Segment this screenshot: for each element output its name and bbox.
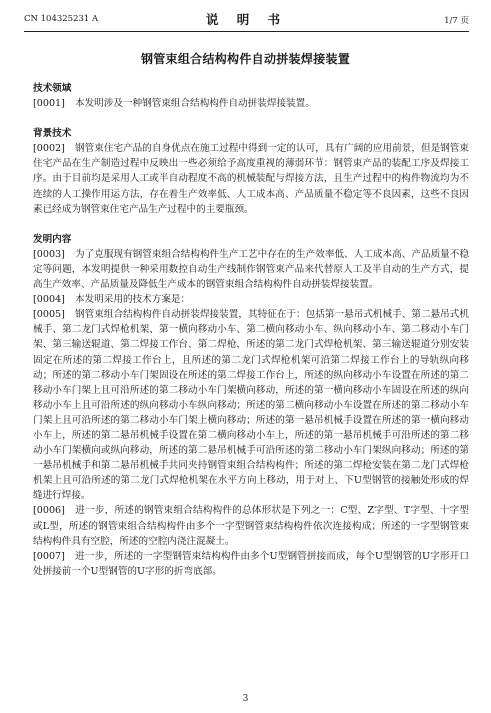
section-heading-summary: 发明内容 xyxy=(33,233,72,245)
publication-number: CN 104325231 A xyxy=(24,14,99,24)
paragraph-0006 xyxy=(33,503,469,548)
section-heading-background: 背景技术 xyxy=(33,128,72,140)
document-type: 说 明 书 xyxy=(205,12,288,27)
paragraph-text: 本发明涉及一种钢管束组合结构构件自动拼装焊接装置。 xyxy=(75,98,315,110)
paragraph-number: [0005] xyxy=(33,309,65,321)
page-header xyxy=(24,6,469,30)
paragraph-text: 为了克服现有钢管束组合结构构件生产工艺中存在的生产效率低、人工成本高、产品质量不稳定等问题，本发明提供一种采用数控自动生产线制作钢管束产品来代替原人工及半自动的生产方式，提高生产效率、产品质量及降低生产成本的钢管束组合结构构件自动拼装焊接装置。 xyxy=(33,248,469,291)
paragraph-text: 进一步，所述的一字型钢管束结构构件由多个U型钢管拼接而成，每个U型钢管的U字形开口处拼接前一个U型钢管的U字形的折弯底部。 xyxy=(33,550,469,577)
paragraph-text: 钢管束住宅产品的自身优点在施工过程中得到一定的认可，具有广阔的应用前景，但是钢管束住宅产品在生产制造过程中反映出一些必须给予高度重视的薄弱环节：钢管束产品的装配工序及焊接工序。由于目前均是采用人工或半自动程度不高的机械装配与焊接方法，且生产过程中的构件物流均为不连续的人工操作用运方法，存在着生产效率低、人工成本高、产品质量不稳定等不良因素，这些不良因素已经成为钢管束住宅产品生产过程中的主要瓶颈。 xyxy=(33,143,469,215)
paragraph-number: [0006] xyxy=(33,505,65,517)
document-body xyxy=(33,81,469,579)
paragraph-number: [0003] xyxy=(33,248,65,260)
paragraph-0002 xyxy=(33,141,469,216)
paragraph-number: [0007] xyxy=(33,550,65,562)
paragraph-text: 钢管束组合结构构件自动拼装焊接装置，其特征在于：包括第一悬吊式机械手、第二悬吊式机械手、第二龙门式焊枪机架、第一横向移动小车、第二横向移动小车、纵向移动小车、第二移动小车门架、第三输送辊道、第二焊接工作台、第二焊枪，所述的第二龙门式焊枪机架、第三输送辊道分别安装固定在所述的第二焊接工作台上，且所述的第二龙门式焊枪机架可沿第二焊接工作台上的导轨纵向移动；所述的第二移动小车门架固设在所述的第二焊接工作台上，所述的纵向移动小车设置在所述的第二移动小车门架上且可沿所述的第二移动小车门架横向移动，所述的第一横向移动小车固设在所述的纵向移动小车上且可沿所述的纵向移动小车纵向移动；所述的第二横向移动小车设置在所述的第二移动小车门架上且可沿所述的第二移动小车门架上横向移动；所述的第一悬吊机械手设置在所述的第一横向移动小车上，所述的第二悬吊机械手设置在第二横向移动小车上，所述的第一悬吊机械手可沿所述的第二移动小车门架横向或纵向移动，所述的第二悬吊机械手可沿所述的第二移动小车门架纵向移动；所述的第一悬吊机械手和第二悬吊机械手共同夹持钢管束组合结构构件；所述的第二焊枪安装在第二龙门式焊枪机架上且可沿所述的第二龙门式焊枪机架在水平方向上移动，用于对上、下U型钢管的接触处形成的焊缝进行焊接。 xyxy=(33,309,469,502)
section-heading-tech-field: 技术领域 xyxy=(33,83,72,94)
document-title: 钢管束组合结构构件自动拼装焊接装置 xyxy=(140,52,351,66)
paragraph-0005 xyxy=(33,307,469,503)
paragraph-number: [0001] xyxy=(33,98,65,110)
page-number: 3 xyxy=(242,694,249,704)
paragraph-0004 xyxy=(33,292,469,307)
header-rule xyxy=(24,31,469,32)
paragraph-0003 xyxy=(33,247,469,292)
paragraph-text: 进一步，所述的钢管束组合结构构件的总体形状是下列之一：C型、Z字型、T字型、十字型或L型，所述的钢管束组合结构构件由多个一字型钢管束结构构件依次连接构成；所述的一字型钢管束结构构件具有空腔，所述的空腔内浇注混凝土。 xyxy=(33,505,469,547)
paragraph-0001 xyxy=(33,96,469,111)
paragraph-number: [0004] xyxy=(33,294,65,306)
page-indicator: 1/7 页 xyxy=(444,16,469,26)
paragraph-text: 本发明采用的技术方案是： xyxy=(75,294,191,306)
paragraph-0007 xyxy=(33,549,469,579)
paragraph-number: [0002] xyxy=(33,143,65,155)
